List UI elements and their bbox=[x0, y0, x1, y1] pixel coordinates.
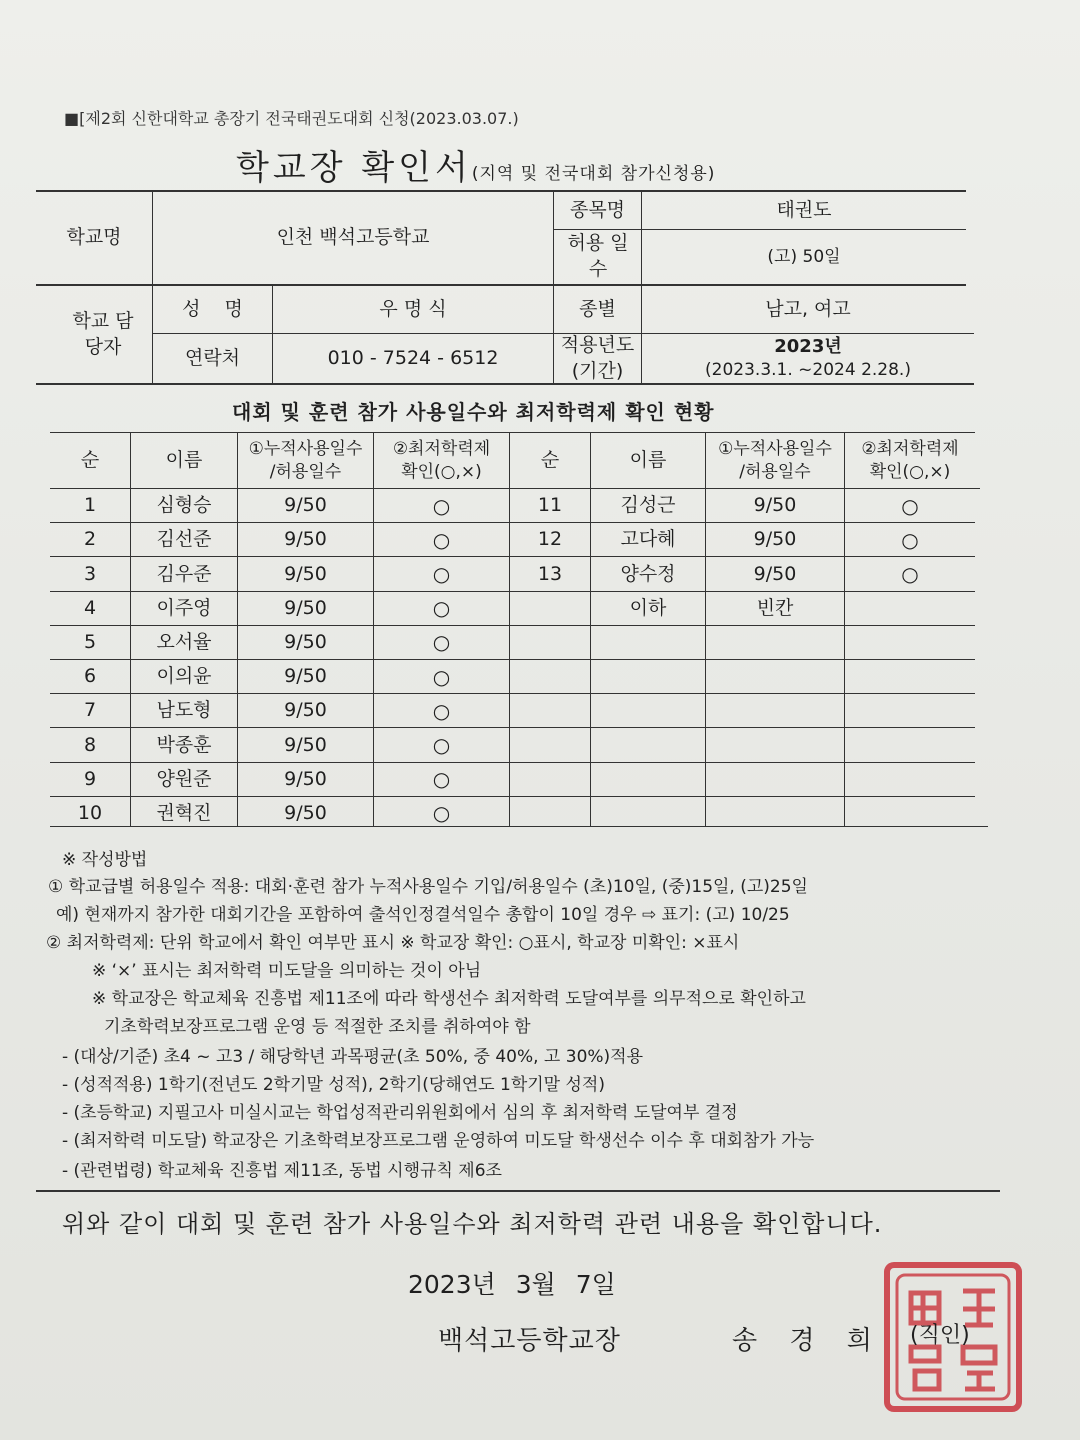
header-min-right-line2: 확인(○,×) bbox=[869, 461, 951, 482]
roster-cell-check: ○ bbox=[901, 561, 919, 586]
roster-cell-days: 9/50 bbox=[284, 562, 327, 585]
section-title: 대회 및 훈련 참가 사용일수와 최저학력제 확인 현황 bbox=[232, 400, 715, 424]
header-days-line2: /허용일수 bbox=[269, 461, 342, 482]
note-line: - (최저학력 미도달) 학교장은 기초학력보장프로그램 운영하여 미도달 학생선수 이수 후 대회참가 가능 bbox=[62, 1131, 815, 1151]
staff-label: 학교 담당자 bbox=[72, 309, 134, 358]
roster-cell-check: ○ bbox=[432, 493, 451, 518]
event-value: 태권도 bbox=[776, 198, 832, 221]
note-heading: ※ 작성방법 bbox=[62, 850, 148, 870]
roster-cell-name: 고다혜 bbox=[620, 528, 676, 551]
roster-cell-days bbox=[706, 797, 844, 831]
roster-cell-no: 11 bbox=[537, 494, 563, 517]
roster-cell-days: 빈칸 bbox=[756, 596, 794, 619]
event-label: 종목명 bbox=[569, 198, 626, 221]
header-name: 이름 bbox=[165, 448, 203, 471]
year-value-cell bbox=[642, 334, 974, 383]
roster-cell-name: 오서율 bbox=[156, 631, 212, 654]
roster-cell-check: ○ bbox=[432, 801, 451, 826]
note-line: ① 학교급별 허용일수 적용: 대회·훈련 참가 누적사용일수 기입/허용일수 (초)10일, (중)15일, (고)25일 bbox=[48, 877, 808, 897]
year-period-label: (기간) bbox=[571, 359, 624, 382]
roster-cell-days: 9/50 bbox=[284, 767, 327, 790]
roster-cell-check: ○ bbox=[432, 698, 451, 723]
roster-cell-check bbox=[845, 797, 975, 831]
header-name-right: 이름 bbox=[629, 448, 667, 471]
note-line: - (관련법령) 학교체육 진흥법 제11조, 동법 시행규칙 제6조 bbox=[62, 1161, 502, 1181]
note-line: ② 최저학력제: 단위 학교에서 확인 여부만 표시 ※ 학교장 확인: ○표시, 학교장 미확인: ×표시 bbox=[46, 933, 740, 953]
roster-cell-check: ○ bbox=[432, 561, 451, 586]
roster-cell-no bbox=[510, 694, 590, 728]
roster-cell-name bbox=[591, 660, 705, 694]
header-days-line1: ①누적사용일수 bbox=[248, 438, 363, 459]
roster-cell-name bbox=[591, 763, 705, 797]
roster-cell-name: 김성근 bbox=[620, 494, 676, 517]
issue-date: 2023년 3월 7일 bbox=[408, 1270, 616, 1299]
roster-cell-no bbox=[510, 660, 590, 694]
note-line: - (성적적용) 1학기(전년도 2학기말 성적), 2학기(당해연도 1학기말 성적) bbox=[62, 1075, 605, 1095]
roster-cell-days: 9/50 bbox=[284, 699, 327, 722]
roster-cell-name: 남도형 bbox=[156, 699, 212, 722]
roster-cell-check: ○ bbox=[432, 664, 451, 689]
roster-cell-name: 이하 bbox=[629, 596, 667, 619]
roster-cell-check: ○ bbox=[432, 630, 451, 655]
title-sub: (지역 및 전국대회 참가신청용) bbox=[471, 164, 716, 184]
name-label: 성 명 bbox=[182, 297, 243, 320]
roster-cell-days: 9/50 bbox=[753, 494, 797, 517]
roster-cell-days: 9/50 bbox=[284, 528, 327, 551]
roster-cell-name: 김우준 bbox=[156, 562, 212, 585]
principal-title: 백석고등학교장 bbox=[438, 1326, 621, 1356]
roster-cell-name: 김선준 bbox=[156, 528, 212, 551]
roster-cell-no: 5 bbox=[83, 631, 97, 654]
roster-cell-name bbox=[591, 728, 705, 762]
roster-cell-days: 9/50 bbox=[284, 733, 327, 756]
roster-cell-days: 9/50 bbox=[284, 494, 327, 517]
roster-cell-no bbox=[510, 797, 590, 831]
roster-cell-no: 13 bbox=[537, 562, 563, 585]
header-no: 순 bbox=[80, 448, 100, 471]
roster-cell-no bbox=[510, 592, 590, 626]
roster-cell-no: 4 bbox=[83, 596, 97, 619]
roster-cell-name: 양원준 bbox=[156, 767, 212, 790]
roster-cell-no: 2 bbox=[83, 528, 97, 551]
confirm-statement: 위와 같이 대회 및 훈련 참가 사용일수와 최저학력 관련 내용을 확인합니다. bbox=[62, 1210, 883, 1238]
roster-cell-name: 이주영 bbox=[156, 596, 212, 619]
roster-cell-days bbox=[706, 694, 844, 728]
type-label: 종별 bbox=[579, 297, 616, 320]
roster-cell-no: 10 bbox=[77, 802, 103, 825]
header-days-right bbox=[706, 433, 844, 488]
note-line: - (대상/기준) 초4 ~ 고3 / 해당학년 과목평균(초 50%, 중 40%, 고 30%)적용 bbox=[62, 1047, 644, 1067]
roster-cell-no: 8 bbox=[83, 733, 97, 756]
roster-cell-name: 이의윤 bbox=[156, 665, 212, 688]
header-line: ■[제2회 신한대학교 총장기 전국태권도대회 신청(2023.03.07.) bbox=[64, 109, 519, 128]
header-days bbox=[238, 433, 373, 488]
roster-cell-name: 박종훈 bbox=[156, 733, 212, 756]
roster-cell-days: 9/50 bbox=[753, 528, 797, 551]
year-value: 2023년 bbox=[774, 335, 842, 357]
contact-value: 010 - 7524 - 6512 bbox=[327, 346, 499, 369]
roster-cell-check bbox=[845, 592, 975, 626]
year-label-cell bbox=[554, 334, 641, 383]
seal-note: (직인) bbox=[910, 1323, 970, 1348]
roster-cell-name bbox=[591, 626, 705, 660]
principal-name: 송 경 희 bbox=[732, 1326, 884, 1356]
roster-cell-days: 9/50 bbox=[284, 665, 327, 688]
header-min-line1: ②최저학력제 bbox=[392, 438, 491, 459]
name-value: 우 명 식 bbox=[379, 297, 447, 320]
roster-cell-check bbox=[845, 660, 975, 694]
note-line: ※ ‘×’ 표시는 최저학력 미도달을 의미하는 것이 아님 bbox=[92, 961, 482, 981]
roster-cell-check bbox=[845, 763, 975, 797]
roster-cell-no: 9 bbox=[83, 767, 97, 790]
roster-cell-days bbox=[706, 763, 844, 797]
title-main: 학교장 확인서 bbox=[236, 148, 472, 188]
roster-cell-no: 7 bbox=[83, 699, 97, 722]
roster-cell-check bbox=[845, 626, 975, 660]
roster-cell-check: ○ bbox=[432, 732, 451, 757]
note-line: ※ 학교장은 학교체육 진흥법 제11조에 따라 학생선수 최저학력 도달여부를 의무적으로 확인하고 bbox=[92, 989, 806, 1009]
roster-cell-name: 심형승 bbox=[156, 494, 212, 517]
roster-cell-check bbox=[845, 694, 975, 728]
header-min bbox=[374, 433, 509, 488]
note-line: 예) 현재까지 참가한 대회기간을 포함하여 출석인정결석일수 총합이 10일 경우 ⇨ 표기: (고) 10/25 bbox=[56, 905, 790, 925]
header-days-right-line2: /허용일수 bbox=[739, 461, 811, 482]
roster-cell-name bbox=[591, 797, 705, 831]
roster-cell-no: 3 bbox=[83, 562, 97, 585]
roster-cell-no: 12 bbox=[537, 528, 563, 551]
header-min-right bbox=[845, 433, 975, 488]
roster-cell-days bbox=[706, 626, 844, 660]
roster-cell-days: 9/50 bbox=[284, 631, 327, 654]
roster-cell-name: 양수정 bbox=[620, 562, 676, 585]
roster-cell-no bbox=[510, 763, 590, 797]
roster-cell-days: 9/50 bbox=[284, 596, 327, 619]
allowed-label: 허용 일수 bbox=[567, 232, 629, 280]
roster-cell-days: 9/50 bbox=[753, 562, 797, 585]
header-min-right-line1: ②최저학력제 bbox=[861, 438, 959, 459]
page-title bbox=[236, 140, 715, 189]
allowed-value: (고) 50일 bbox=[767, 246, 841, 267]
roster-cell-no bbox=[510, 728, 590, 762]
school-label: 학교명 bbox=[66, 226, 122, 249]
roster-cell-days bbox=[706, 660, 844, 694]
roster-cell-check: ○ bbox=[432, 596, 451, 621]
roster-cell-name bbox=[591, 694, 705, 728]
note-line: 기초학력보장프로그램 운영 등 적절한 조치를 취하여야 함 bbox=[104, 1017, 531, 1037]
school-value: 인천 백석고등학교 bbox=[276, 226, 430, 249]
roster-cell-no bbox=[510, 626, 590, 660]
note-line: - (초등학교) 지필고사 미실시교는 학업성적관리위원회에서 심의 후 최저학력 도달여부 결정 bbox=[62, 1103, 738, 1123]
roster-cell-no: 1 bbox=[83, 494, 97, 517]
roster-cell-check: ○ bbox=[432, 767, 451, 792]
roster-cell-days bbox=[706, 728, 844, 762]
type-value: 남고, 여고 bbox=[765, 297, 851, 320]
header-no-right: 순 bbox=[540, 448, 560, 471]
header-min-line2: 확인(○,×) bbox=[401, 461, 482, 482]
year-label: 적용년도 bbox=[560, 333, 635, 356]
period-value: (2023.3.1. ~2024 2.28.) bbox=[705, 360, 911, 381]
roster-cell-check: ○ bbox=[901, 493, 919, 518]
roster-cell-name: 권혁진 bbox=[156, 802, 212, 825]
roster-cell-check bbox=[845, 728, 975, 762]
roster-cell-check: ○ bbox=[901, 527, 919, 552]
roster-cell-check: ○ bbox=[432, 527, 451, 552]
roster-cell-no: 6 bbox=[83, 665, 97, 688]
header-days-right-line1: ①누적사용일수 bbox=[718, 438, 832, 459]
roster-cell-days: 9/50 bbox=[284, 802, 327, 825]
contact-label: 연락처 bbox=[184, 346, 241, 369]
